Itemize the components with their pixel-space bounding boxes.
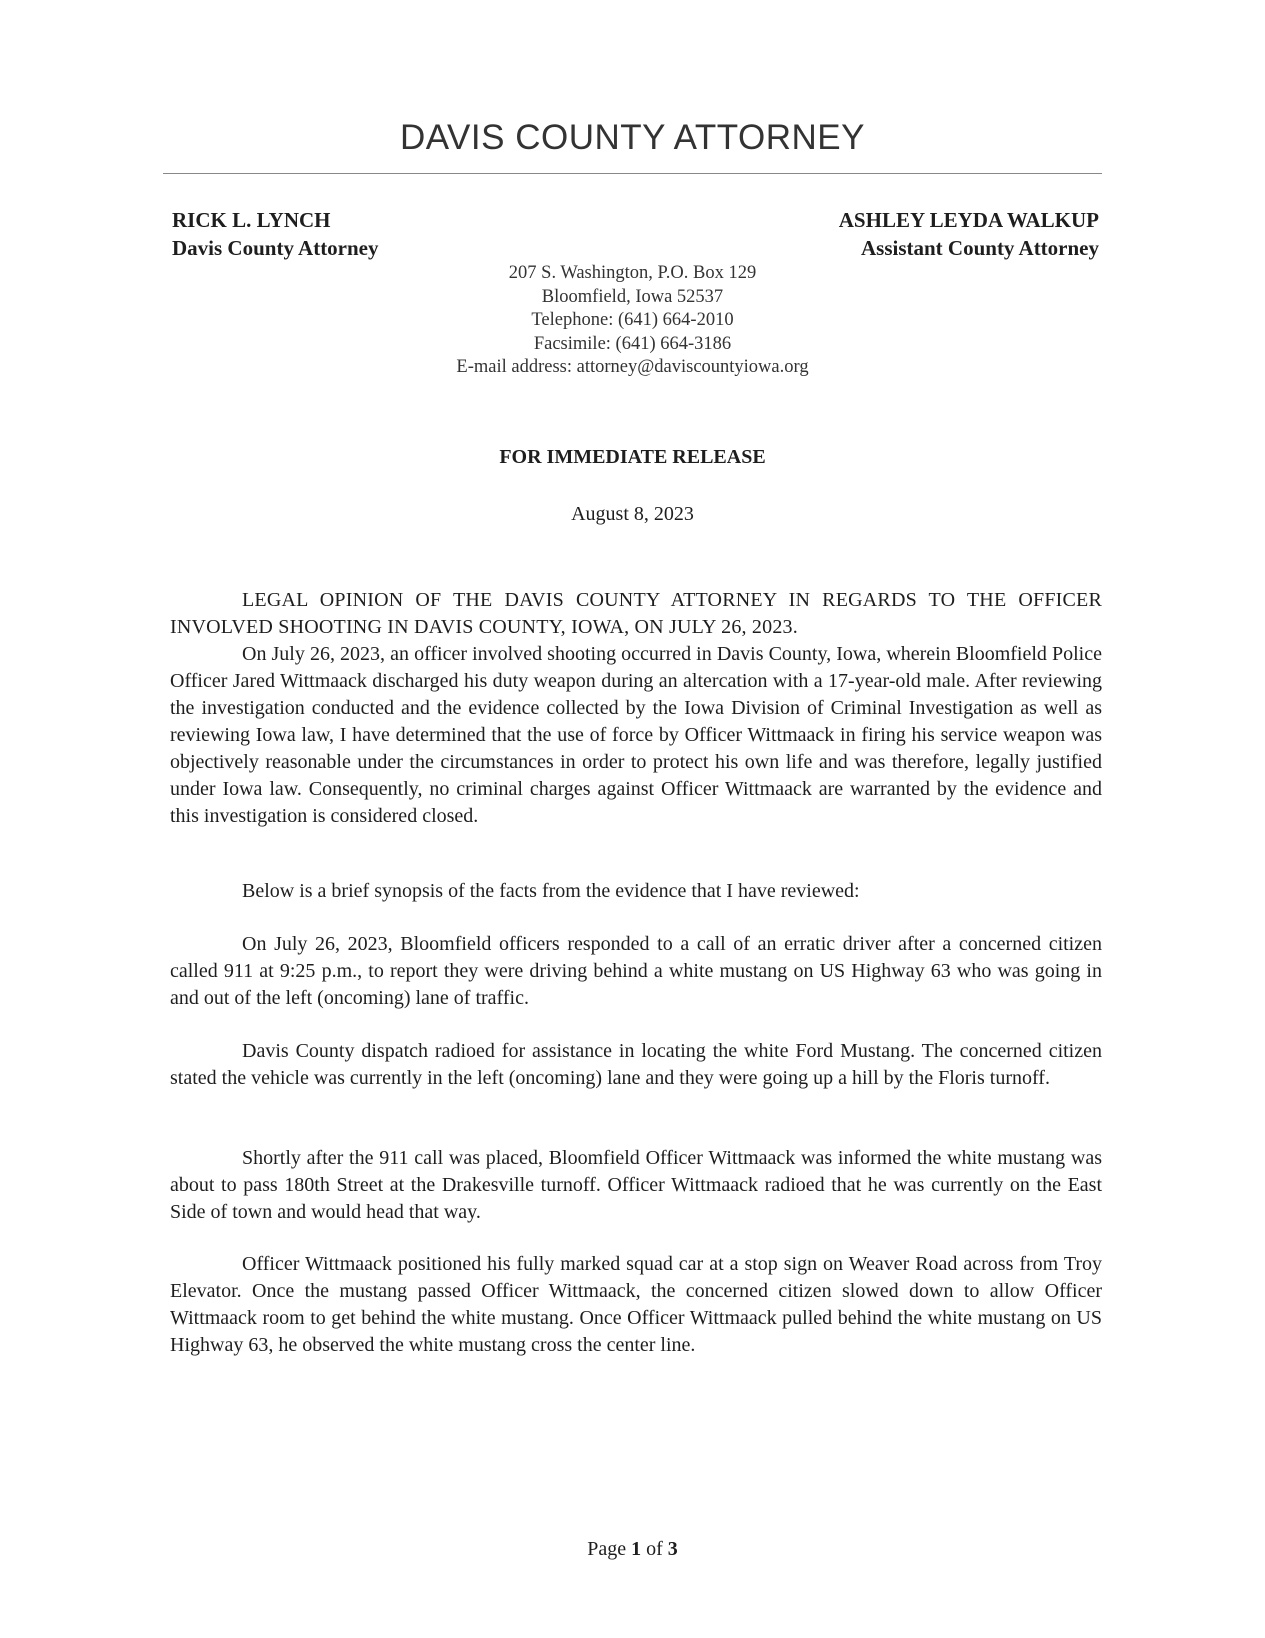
page-total: 3 xyxy=(667,1538,678,1560)
address-city: Bloomfield, Iowa 52537 xyxy=(541,286,724,307)
page-number xyxy=(0,1538,1265,1561)
body-paragraph-2: Below is a brief synopsis of the facts from the evidence that I have reviewed: xyxy=(242,880,860,902)
letterhead-rule xyxy=(163,173,1102,174)
assistant-attorney-title: Assistant County Attorney xyxy=(860,236,1099,260)
office-address xyxy=(0,262,1265,380)
release-date: August 8, 2023 xyxy=(571,503,694,525)
page-prefix: Page xyxy=(587,1538,632,1560)
address-telephone: Telephone: (641) 664-2010 xyxy=(531,310,734,331)
body-paragraph-4: Davis County dispatch radioed for assistance in locating the white Ford Mustang. The concerned citizen stated the vehicle was currently in the left (oncoming) lane and they were going up a hill by the Floris turnoff. xyxy=(170,1040,1102,1089)
county-attorney-title: Davis County Attorney xyxy=(172,236,379,260)
release-label: FOR IMMEDIATE RELEASE xyxy=(499,446,766,468)
body-paragraph-5: Shortly after the 911 call was placed, Bloomfield Officer Wittmaack was informed the white mustang was about to pass 180th Street at the Drakesville turnoff. Officer Wittmaack radioed that he was currently on the East Side of town and would head that way. xyxy=(170,1147,1102,1223)
address-email: E-mail address: attorney@daviscountyiowa.org xyxy=(456,357,809,378)
body-paragraph-1: On July 26, 2023, an officer involved shooting occurred in Davis County, Iowa, wherein Bloomfield Police Officer Jared Wittmaack discharged his duty weapon during an altercation with a 17-year-old male. After reviewing the investigation conducted and the evidence collected by the Iowa Division of Criminal Investigation as well as reviewing Iowa law, I have determined that the use of force by Officer Wittmaack in firing his service weapon was objectively reasonable under the circumstances in order to protect his own life and was therefore, legally justified under Iowa law. Consequently, no criminal charges against Officer Wittmaack are warranted by the evidence and this investigation is considered closed. xyxy=(170,643,1102,827)
county-attorney-block xyxy=(172,206,379,262)
address-street: 207 S. Washington, P.O. Box 129 xyxy=(508,263,757,283)
county-attorney-name: RICK L. LYNCH xyxy=(172,208,331,232)
address-facsimile: Facsimile: (641) 664-3186 xyxy=(533,333,732,354)
page-current: 1 xyxy=(631,1538,642,1560)
page-separator: of xyxy=(641,1538,668,1560)
assistant-attorney-block xyxy=(839,206,1099,262)
letterhead-title: DAVIS COUNTY ATTORNEY xyxy=(400,118,865,157)
opinion-heading: LEGAL OPINION OF THE DAVIS COUNTY ATTORNEY IN REGARDS TO THE OFFICER INVOLVED SHOOTING IN DAVIS COUNTY, IOWA, ON JULY 26, 2023. xyxy=(170,589,1102,638)
body-paragraph-3: On July 26, 2023, Bloomfield officers responded to a call of an erratic driver after a concerned citizen called 911 at 9:25 p.m., to report they were driving behind a white mustang on US Highway 63 who was going in and out of the left (oncoming) lane of traffic. xyxy=(170,933,1102,1009)
body-paragraph-6: Officer Wittmaack positioned his fully marked squad car at a stop sign on Weaver Road across from Troy Elevator. Once the mustang passed Officer Wittmaack, the concerned citizen slowed down to allow Officer Wittmaack room to get behind the white mustang. Once Officer Wittmaack pulled behind the white mustang on US Highway 63, he observed the white mustang cross the center line. xyxy=(170,1253,1102,1356)
assistant-attorney-name: ASHLEY LEYDA WALKUP xyxy=(838,208,1099,232)
